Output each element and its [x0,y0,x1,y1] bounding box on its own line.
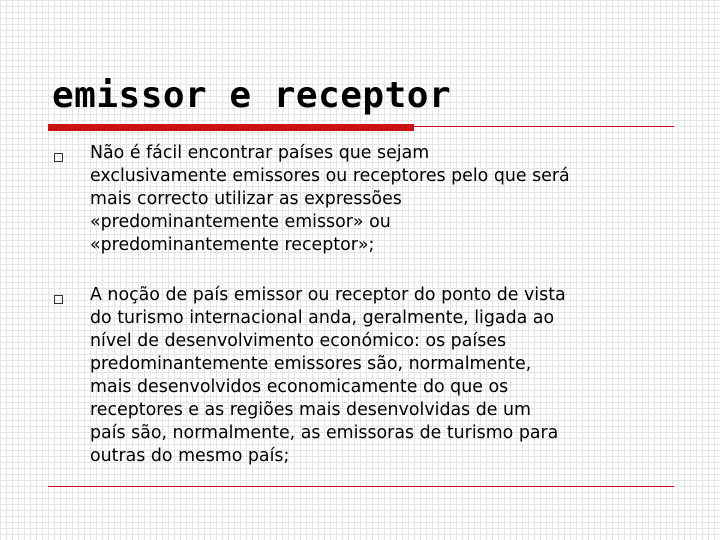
bullet-item [52,284,660,468]
title-underline-accent [48,124,414,131]
bullet-item [52,142,660,257]
square-bullet-icon [54,295,63,304]
slide-title: emissor e receptor [52,75,452,116]
title-underline-rule [414,126,674,127]
bullet-list [52,142,660,468]
bullet-text: A noção de país emissor ou receptor do ponto de vista do turismo internacional anda, geralmente, ligada ao nível de desenvolvimento económico: os países predominantemente emissores são, normalmente, mais desenvolvidos economicamente do que os receptores e as regiões mais desenvolvidas de um país são, normalmente, as emissoras de turismo para outras do mesmo país; [90,285,566,466]
footer-rule [48,486,674,487]
bullet-text: Não é fácil encontrar países que sejam exclusivamente emissores ou receptores pelo que será mais correcto utilizar as expressões «predominantemente emissor» ou «predominantemente receptor»; [90,143,570,255]
square-bullet-icon [54,153,63,162]
